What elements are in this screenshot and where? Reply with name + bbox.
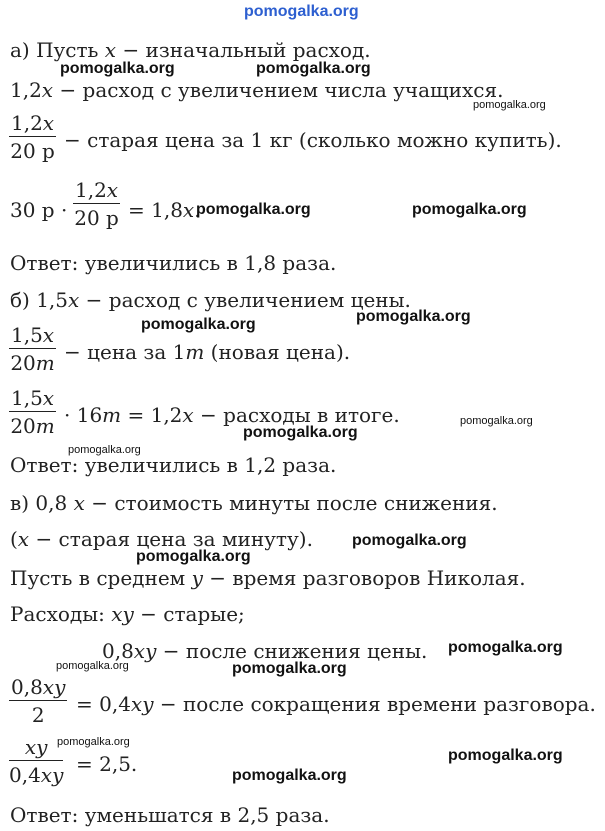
a-line-2: 1,2𝑥 − расход с увеличением числа учащихся. [10,78,504,102]
a-line-1: а) Пусть 𝑥 − изначальный расход. [10,38,371,62]
fraction-denominator: 0,4𝑥𝑦 [9,763,64,787]
fraction-numerator: 1,2𝑥 [11,111,55,135]
watermark: pomogalka.org [356,308,471,325]
c-answer: Ответ: уменьшатся в 2,5 раза. [10,803,330,827]
watermark: pomogalka.org [57,736,130,748]
c-fraction-1-text: = 0,4𝑥𝑦 − после сокращения времени разговора. [76,692,596,716]
watermark: pomogalka.org [56,660,129,672]
c-line-4: Расходы: 𝑥𝑦 − старые; [10,602,245,626]
watermark: pomogalka.org [256,60,371,77]
fraction-numerator: 0,8𝑥𝑦 [11,675,66,699]
fraction-denominator: 20 р [74,206,119,230]
c-line-3: Пусть в среднем 𝑦 − время разговоров Николая. [10,566,526,590]
fraction-numerator: 1,5𝑥 [11,386,55,410]
watermark: pomogalka.org [232,660,347,677]
watermark: pomogalka.org [232,767,347,784]
watermark: pomogalka.org [68,444,141,456]
watermark: pomogalka.org [243,424,358,441]
a-fraction-1 [9,113,56,161]
fraction-numerator: 1,2𝑥 [75,178,119,202]
watermark: pomogalka.org [448,747,563,764]
c-line-1: в) 0,8 𝑥 − стоимость минуты после снижения. [10,491,498,515]
watermark: pomogalka.org [196,201,311,218]
a-calc-suffix: = 1,8𝑥. [128,198,201,222]
watermark: pomogalka.org [412,201,527,218]
watermark: pomogalka.org [460,415,533,427]
a-answer: Ответ: увеличились в 1,8 раза. [10,251,337,275]
c-line-5: 0,8𝑥𝑦 − после снижения цены. [102,639,428,663]
watermark: pomogalka.org [136,548,251,565]
b-fraction-1 [9,325,56,373]
a-fraction-1-text: − старая цена за 1 кг (сколько можно купить). [64,128,562,152]
a-fraction-2 [73,180,120,228]
a-calc-prefix: 30 р · [10,198,68,222]
fraction-numerator: 1,5𝑥 [11,323,55,347]
watermark: pomogalka.org [473,99,546,111]
watermark: pomogalka.org [352,532,467,549]
fraction-denominator: 20𝑚 [10,351,55,375]
b-fraction-1-text: − цена за 1𝑚 (новая цена). [64,340,351,364]
b-line-1: б) 1,5𝑥 − расход с увеличением цены. [10,288,411,312]
watermark: pomogalka.org [60,60,175,77]
watermark: pomogalka.org [448,639,563,656]
c-fraction-2-text: = 2,5. [76,752,138,776]
watermark: pomogalka.org [141,316,256,333]
fraction-denominator: 2 [31,703,45,727]
c-fraction-2 [9,737,63,785]
c-line-2: (𝑥 − старая цена за минуту). [10,527,313,551]
fraction-denominator: 20 р [10,139,55,163]
watermark-top[interactable]: pomogalka.org [244,3,359,20]
b-fraction-2 [9,388,56,436]
fraction-numerator: 𝑥𝑦 [24,735,48,759]
b-fraction-2-text: · 16𝑚 = 1,2𝑥 − расходы в итоге. [64,403,400,427]
b-answer: Ответ: увеличились в 1,2 раза. [10,453,337,477]
c-fraction-1 [9,677,67,725]
fraction-denominator: 20𝑚 [10,414,55,438]
